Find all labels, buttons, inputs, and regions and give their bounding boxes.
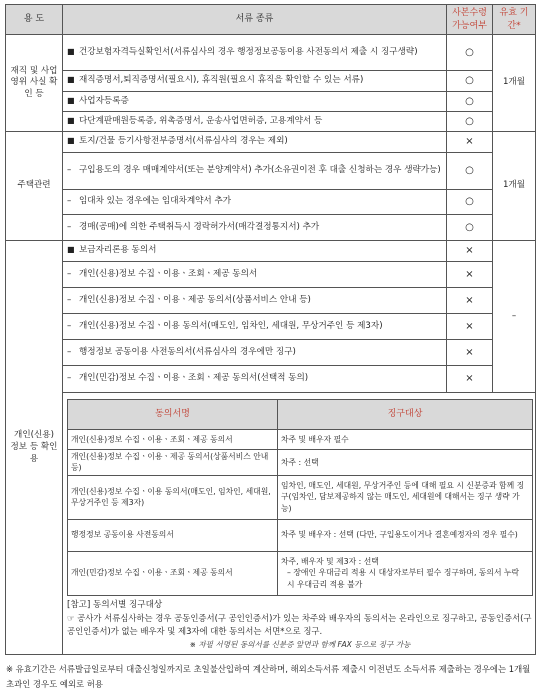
table-row bbox=[6, 35, 536, 71]
consent-target-sub: – 장애인 우대금리 적용 시 대상자로부터 필수 징구하며, 동의서 누락 시 우대금리 적용 불가 bbox=[287, 568, 520, 589]
doc-text: 개인(신용)정보 수집ㆍ이용 동의서(매도인, 임차인, 세대원, 무상거주인 등 제3자) bbox=[79, 320, 383, 331]
table-row bbox=[6, 215, 536, 241]
square-bullet-icon: ■ bbox=[67, 115, 75, 125]
consent-header-name: 동의서명 bbox=[68, 400, 278, 430]
header-copy: 사본수령 가능여부 bbox=[447, 5, 493, 35]
copy-mark: × bbox=[447, 241, 493, 262]
doc-text: 행정정보 공동이용 사전동의서(서류심사의 경우에만 징구) bbox=[79, 346, 296, 357]
header-validity: 유효 기간* bbox=[493, 5, 536, 35]
copy-mark: × bbox=[447, 262, 493, 288]
consent-table bbox=[67, 399, 533, 596]
copy-mark: ○ bbox=[447, 71, 493, 92]
consent-header-target: 징구대상 bbox=[278, 400, 533, 430]
consent-target: 임차인, 매도인, 세대원, 무상거주인 등에 대해 필요 시 신분증과 함께 징구(임차인, 담보제공하지 않는 매도인, 세대원에 대해서는 징구 생략 가능) bbox=[278, 475, 533, 519]
square-bullet-icon: ■ bbox=[67, 136, 75, 146]
table-row bbox=[6, 132, 536, 153]
table-row bbox=[6, 262, 536, 288]
consent-name: 개인(민감)정보 수집ㆍ이용ㆍ조회ㆍ제공 동의서 bbox=[68, 551, 278, 595]
consent-row bbox=[68, 551, 533, 595]
reference-title: [참고] 동의서별 징구대상 bbox=[67, 599, 163, 610]
doc-text: 개인(신용)정보 수집ㆍ이용ㆍ조회ㆍ제공 동의서 bbox=[79, 268, 258, 279]
validity-housing: 1개월 bbox=[493, 132, 536, 241]
consent-row bbox=[68, 450, 533, 476]
copy-mark: ○ bbox=[447, 190, 493, 215]
table-row bbox=[6, 92, 536, 112]
consent-target: 차주 및 배우자 : 선택 (다만, 구입용도이거나 결혼예정자의 경우 필수) bbox=[278, 519, 533, 551]
copy-mark: ○ bbox=[447, 215, 493, 241]
table-row bbox=[6, 340, 536, 366]
document-table bbox=[5, 4, 536, 655]
table-row bbox=[6, 153, 536, 190]
use-housing: 주택관련 bbox=[6, 132, 63, 241]
table-row bbox=[6, 71, 536, 92]
doc-text: 토지/건물 등기사항전부증명서(서류심사의 경우는 제외) bbox=[79, 136, 288, 147]
copy-mark: ○ bbox=[447, 153, 493, 190]
doc-item bbox=[63, 71, 447, 92]
validity-footnote: ※ 유효기간은 서류발급일로부터 대출신청일까지로 초일불산입하여 계산하며, 해외소득서류 제출시 이전년도 소득서류 제출하는 경우에는 1개월 초과인 경우도 예외로 허용 bbox=[6, 664, 531, 689]
consent-target bbox=[278, 551, 533, 595]
copy-mark: ○ bbox=[447, 92, 493, 112]
table-row bbox=[6, 241, 536, 262]
doc-text: 구입용도의 경우 매매계약서(또는 분양계약서) 추가(소유권이전 후 대출 신청하는 경우 생략가능) bbox=[79, 165, 441, 176]
copy-mark: × bbox=[447, 314, 493, 340]
doc-item: – 경매(공매)에 의한 주택취득시 경락허가서(매각결정통지서) 추가 bbox=[63, 215, 447, 241]
table-row bbox=[6, 190, 536, 215]
consent-row bbox=[68, 430, 533, 450]
copy-mark: × bbox=[447, 132, 493, 153]
table-row bbox=[6, 393, 536, 655]
square-bullet-icon: ■ bbox=[67, 75, 75, 85]
reference-cell bbox=[63, 393, 536, 655]
reference-body: ☞ 공사가 서류심사하는 경우 공동인증서(구 공인인증서)가 있는 차주와 배우자의 동의서는 온라인으로 징구하고, 공동인증서(구 공인인증서)가 없는 배우자 및 제3자에 대한 동의서는 서면*으로 징구. bbox=[67, 613, 532, 637]
square-bullet-icon: ■ bbox=[67, 245, 75, 255]
doc-item bbox=[63, 112, 447, 132]
consent-row bbox=[68, 519, 533, 551]
doc-text: 다단계판매원등록증, 위촉증명서, 운송사업면허증, 고용계약서 등 bbox=[79, 115, 323, 126]
consent-target: 차주 및 배우자 필수 bbox=[278, 430, 533, 450]
doc-item bbox=[63, 241, 447, 262]
doc-item: – 개인(신용)정보 수집ㆍ이용 동의서(매도인, 임차인, 세대원, 무상거주인 등 제3자) bbox=[63, 314, 447, 340]
copy-mark: × bbox=[447, 288, 493, 314]
table-header-row bbox=[6, 5, 536, 35]
consent-name: 개인(신용)정보 수집ㆍ이용ㆍ제공 동의서(상품서비스 안내 등) bbox=[68, 450, 278, 476]
doc-item: – 구입용도의 경우 매매계약서(또는 분양계약서) 추가(소유권이전 후 대출 신청하는 경우 생략가능) bbox=[63, 153, 447, 190]
doc-item: – 개인(신용)정보 수집ㆍ이용ㆍ조회ㆍ제공 동의서 bbox=[63, 262, 447, 288]
doc-item: – 개인(민감)정보 수집ㆍ이용ㆍ조회ㆍ제공 동의서(선택적 동의) bbox=[63, 366, 447, 393]
doc-text: 개인(민감)정보 수집ㆍ이용ㆍ조회ㆍ제공 동의서(선택적 동의) bbox=[79, 373, 309, 384]
copy-mark: ○ bbox=[447, 112, 493, 132]
doc-text: 개인(신용)정보 수집ㆍ이용ㆍ제공 동의서(상품서비스 안내 등) bbox=[79, 294, 311, 305]
copy-mark: × bbox=[447, 366, 493, 393]
doc-text: 경매(공매)에 의한 주택취득시 경락허가서(매각결정통지서) 추가 bbox=[79, 221, 320, 232]
copy-mark: ○ bbox=[447, 35, 493, 71]
doc-text: 재직증명서,퇴직증명서(필요시), 휴직원(필요시 휴직을 확인할 수 있는 서류) bbox=[79, 75, 364, 86]
consent-name: 개인(신용)정보 수집ㆍ이용 동의서(매도인, 임차인, 세대원, 무상거주인 등 제3자) bbox=[68, 475, 278, 519]
validity-privacy: – bbox=[493, 241, 536, 393]
table-row bbox=[6, 288, 536, 314]
validity-employment: 1개월 bbox=[493, 35, 536, 132]
consent-row bbox=[68, 475, 533, 519]
doc-item: – 개인(신용)정보 수집ㆍ이용ㆍ제공 동의서(상품서비스 안내 등) bbox=[63, 288, 447, 314]
table-row bbox=[6, 366, 536, 393]
consent-header-row bbox=[68, 400, 533, 430]
consent-name: 개인(신용)정보 수집ㆍ이용ㆍ조회ㆍ제공 동의서 bbox=[68, 430, 278, 450]
table-row bbox=[6, 112, 536, 132]
reference-star-note: ※ 자필 서명된 동의서를 신분증 앞면과 함께 FAX 등으로 징구 가능 bbox=[189, 640, 411, 650]
consent-name: 행정정보 공동이용 사전동의서 bbox=[68, 519, 278, 551]
doc-item: – 임대차 있는 경우에는 임대차계약서 추가 bbox=[63, 190, 447, 215]
doc-item bbox=[63, 92, 447, 112]
table-row bbox=[6, 314, 536, 340]
consent-target: 차주 : 선택 bbox=[278, 450, 533, 476]
consent-target-main: 차주, 배우자 및 제3자 : 선택 bbox=[281, 557, 379, 567]
header-use: 용 도 bbox=[6, 5, 63, 35]
copy-mark: × bbox=[447, 340, 493, 366]
doc-text: 사업자등록증 bbox=[79, 95, 129, 106]
doc-text: 건강보험자격득실확인서(서류심사의 경우 행정정보공동이용 사전동의서 제출 시 징구생략) bbox=[79, 46, 418, 57]
use-privacy: 개인(신용) 정보 등 확인용 bbox=[6, 241, 63, 655]
doc-item: – 행정정보 공동이용 사전동의서(서류심사의 경우에만 징구) bbox=[63, 340, 447, 366]
square-bullet-icon: ■ bbox=[67, 95, 75, 105]
square-bullet-icon: ■ bbox=[67, 46, 75, 56]
doc-text: 임대차 있는 경우에는 임대차계약서 추가 bbox=[79, 196, 232, 207]
doc-item bbox=[63, 132, 447, 153]
doc-item bbox=[63, 35, 447, 71]
use-employment: 재직 및 사업영위 사실 확인 등 bbox=[6, 35, 63, 132]
doc-text: 보금자리론용 동의서 bbox=[79, 245, 157, 256]
header-docs: 서류 종류 bbox=[63, 5, 447, 35]
